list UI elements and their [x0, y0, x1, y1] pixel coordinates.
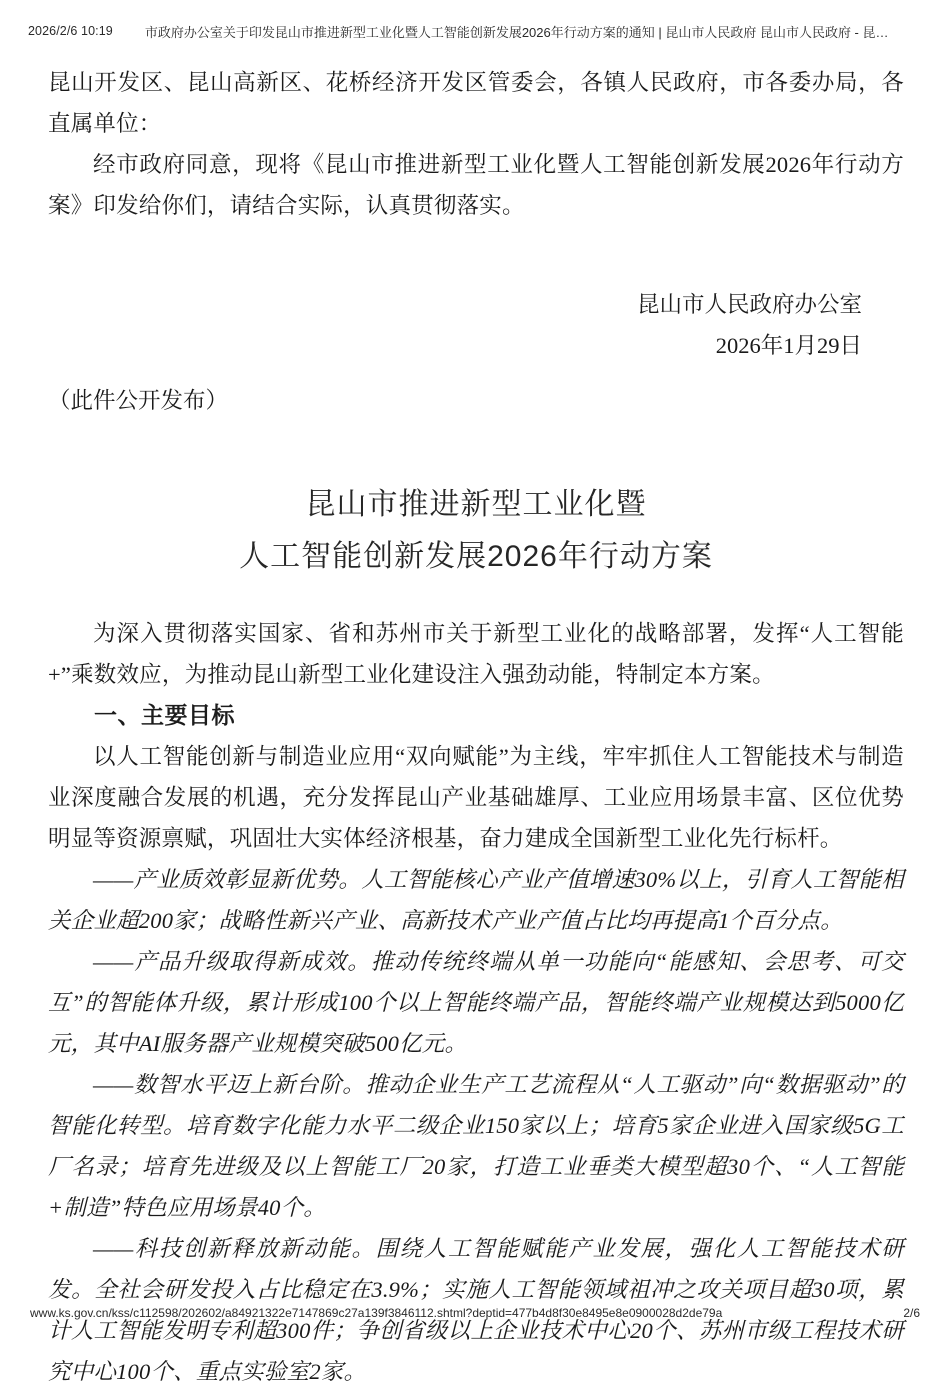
print-timestamp: 2026/2/6 10:19 [28, 24, 113, 38]
section-heading-main-goals: 一、主要目标 [94, 702, 235, 728]
goal-item-tech-innovation: ——科技创新释放新动能。围绕人工智能赋能产业发展，强化人工智能技术研发。全社会研发投入占比稳定在3.9%；实施人工智能领域祖冲之攻关项目超30项，累计人工智能发明专利超300件；争创省级以上企业技术中心20个、苏州市级工程技术研究中心100个、重点实验室2家。 [48, 1236, 904, 1384]
print-document-title: 市政府办公室关于印发昆山市推进新型工业化暨人工智能创新发展2026年行动方案的通知 | 昆山市人民政府 昆山市人民政府 - 昆… [144, 24, 889, 40]
document-body [48, 62, 904, 226]
goal-item-industry-quality: ——产业质效彰显新优势。人工智能核心产业产值增速30%以上，引育人工智能相关企业超200家；战略性新兴产业、高新技术产业产值占比均再提高1个百分点。 [48, 867, 904, 933]
document-content [48, 613, 904, 695]
addressee-paragraph: 昆山开发区、昆山高新区、花桥经济开发区管委会，各镇人民政府，市各委办局，各直属单位： [48, 70, 904, 136]
signature-block [48, 284, 862, 366]
print-header [0, 18, 950, 44]
signature-issuer: 昆山市人民政府办公室 [636, 292, 862, 317]
main-title-line-2: 人工智能创新发展2026年行动方案 [239, 540, 713, 573]
goal-item-product-upgrade: ——产品升级取得新成效。推动传统终端从单一功能向“能感知、会思考、可交互”的智能体升级，累计形成100个以上智能终端产品，智能终端产业规模达到5000亿元，其中AI服务器产业规模突破500亿元。 [48, 949, 904, 1056]
section-body-main-goals [48, 736, 904, 1392]
main-title [48, 479, 904, 583]
spacer-after-transmittal [0, 226, 950, 284]
document-page [0, 62, 950, 1392]
spacer-before-title [0, 421, 950, 479]
main-title-line-1: 昆山市推进新型工业化暨 [305, 488, 647, 521]
preamble-paragraph: 为深入贯彻落实国家、省和苏州市关于新型工业化的战略部署，发挥“人工智能+”乘数效应，为推动昆山新型工业化建设注入强劲动能，特制定本方案。 [48, 621, 904, 687]
transmittal-paragraph: 经市政府同意，现将《昆山市推进新型工业化暨人工智能创新发展2026年行动方案》印发给你们，请结合实际，认真贯彻落实。 [48, 152, 904, 218]
section-lead-paragraph: 以人工智能创新与制造业应用“双向赋能”为主线，牢牢抓住人工智能技术与制造业深度融合发展的机遇，充分发挥昆山产业基础雄厚、工业应用场景丰富、区位优势明显等资源禀赋，巩固壮大实体经济根基，奋力建成全国新型工业化先行标杆。 [48, 744, 904, 851]
spacer-before-note [0, 366, 950, 380]
source-url: www.ks.gov.cn/kss/c112598/202602/a84921322e7147869c27a139f3846112.shtml?deptid=477b4d8f30e8495e8e0900028d2de79a [30, 1306, 723, 1320]
spacer-after-title [0, 583, 950, 613]
signature-date: 2026年1月29日 [715, 333, 862, 358]
goal-item-digital-intelligence: ——数智水平迈上新台阶。推动企业生产工艺流程从“人工驱动”向“数据驱动”的智能化转型。培育数字化能力水平二级企业150家以上；培育5家企业进入国家级5G工厂名录；培育先进级及以上智能工厂20家，打造工业垂类大模型超30个、“人工智能+制造”特色应用场景40个。 [48, 1072, 904, 1220]
print-footer [0, 1303, 950, 1323]
page-number: 2/6 [903, 1306, 920, 1320]
publication-note: （此件公开发布） [48, 388, 229, 413]
